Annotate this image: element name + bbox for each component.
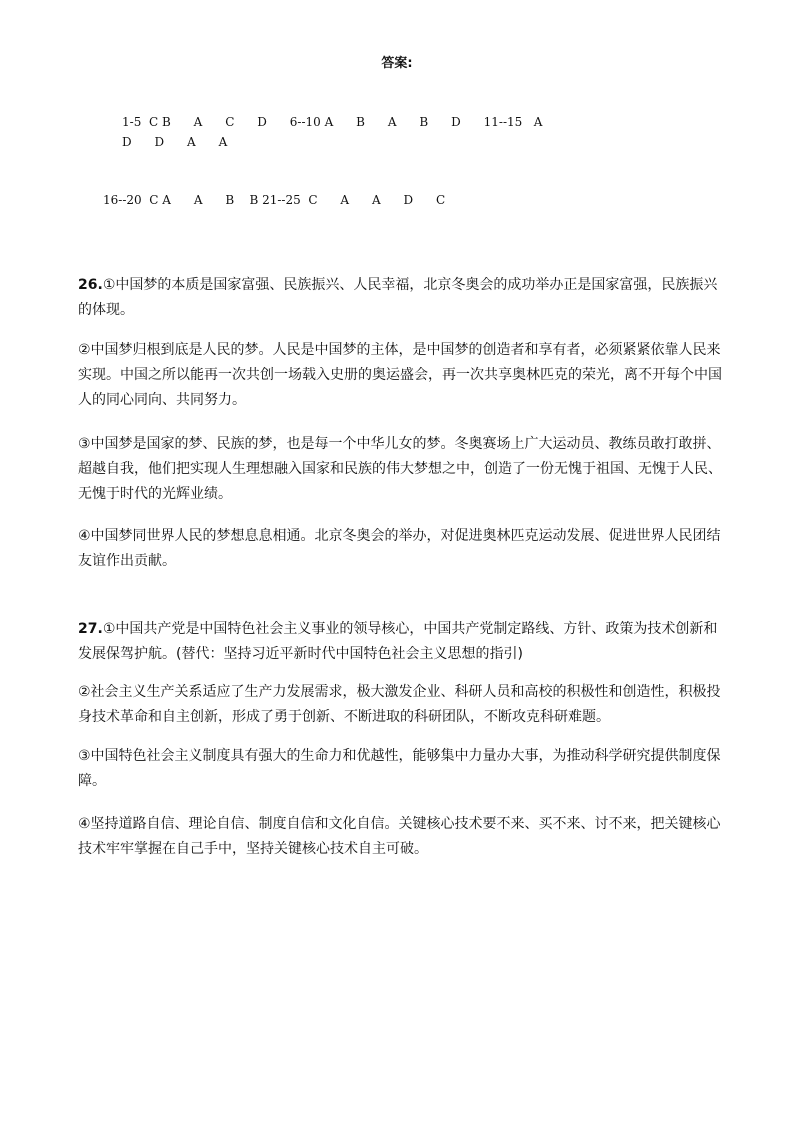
q26-point-3: ③中国梦是国家的梦、民族的梦，也是每一个中华儿女的梦。冬奥赛场上广大运动员、教练员敢打敢拼、超越自我，他们把实现人生理想融入国家和民族的伟大梦想之中，创造了一份无愧于祖国、无愧于人民、无愧于时代的光辉业绩。 [78,436,722,502]
q26-point-2: ②中国梦归根到底是人民的梦。人民是中国梦的主体，是中国梦的创造者和享有者，必须紧紧依靠人民来实现。中国之所以能再一次共创一场载入史册的奥运盛会，再一次共享奥林匹克的荣光，离不开每个中国人的同心同向、共同努力。 [78,342,722,408]
q27-point-1-text: ①中国共产党是中国特色社会主义事业的领导核心，中国共产党制定路线、方针、政策为技术创新和发展保驾护航。(替代：坚持习近平新时代中国特色社会主义思想的指引) [78,621,718,662]
q27-point-1 [78,617,728,667]
q27-point-3: ③中国特色社会主义制度具有强大的生命力和优越性，能够集中力量办大事，为推动科学研究提供制度保障。 [78,748,721,789]
mc-answers-line-2: D D A A [122,135,228,149]
q26-point-4: ④中国梦同世界人民的梦想息息相通。北京冬奥会的举办，对促进奥林匹克运动发展、促进世界人民团结友谊作出贡献。 [78,528,721,569]
mc-answers-line-3: 16--20 C A A B B 21--25 C A A D C [103,193,446,207]
q27-point-2: ②社会主义生产关系适应了生产力发展需求，极大激发企业、科研人员和高校的积极性和创造性，积极投身技术革命和自主创新，形成了勇于创新、不断进取的科研团队，不断攻克科研难题。 [78,684,721,725]
q26-point-1-text: ①中国梦的本质是国家富强、民族振兴、人民幸福，北京冬奥会的成功举办正是国家富强，民族振兴的体现。 [78,277,718,318]
mc-answers-line-1: 1-5 C B A C D 6--10 A B A B D 11--15 A [122,115,543,129]
q26-number: 26. [78,277,103,293]
q27-point-4: ④坚持道路自信、理论自信、制度自信和文化自信。关键核心技术要不来、买不来、讨不来，把关键核心技术牢牢掌握在自己手中，坚持关键核心技术自主可破。 [78,816,721,857]
page-title: 答案: [381,56,413,71]
q26-point-1 [78,273,728,323]
q27-number: 27. [78,621,103,637]
